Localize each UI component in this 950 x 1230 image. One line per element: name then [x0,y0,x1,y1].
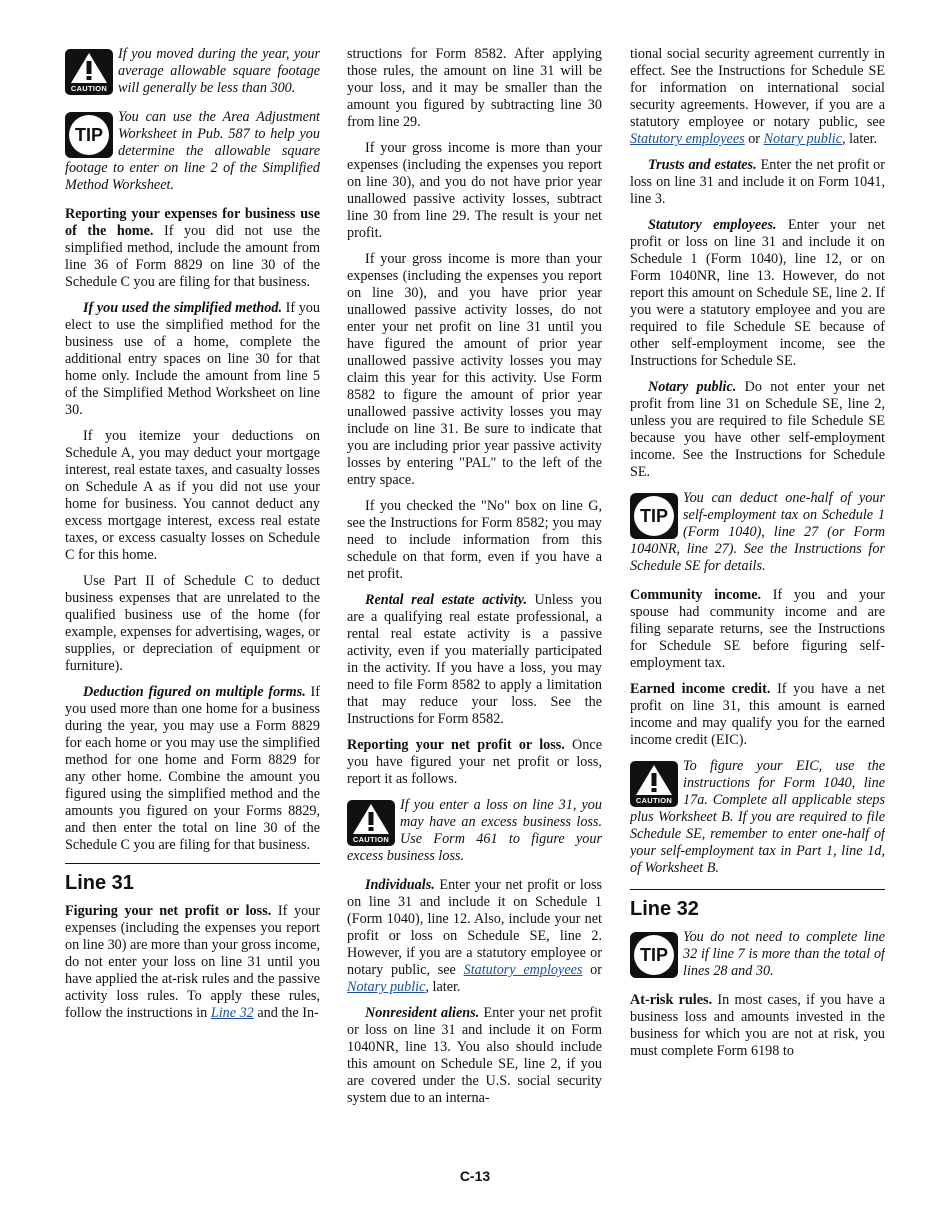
paragraph: Reporting your net profit or loss. Once you have figured your net profit or loss, report it as follows. [347,737,602,787]
paragraph: If your gross income is more than your expenses (including the expenses you report on line 30), and you have prior year unallowed passive activity losses, do not enter your net profit on line 31 until you have figured the amount of prior year unallowed passive activity losses you may claim this year for this activity. Use Form 8582 to figure the amount of prior year unallowed passive activity losses you may include on line 31. Be sure to indicate that you are including prior year passive activity losses by entering "PAL" to the left of the entry space. [347,251,602,488]
notary-public-link[interactable]: Notary public [763,131,842,147]
statutory-employees-link[interactable]: Statutory employees [463,962,583,978]
paragraph: If you checked the "No" box on line G, see the Instructions for Form 8582; you may need to include information from this schedule on that form, even if you have a net profit. [347,498,602,582]
column-2 [347,46,602,1116]
column-1 [65,46,320,1031]
caution-note [630,758,885,877]
tip-icon: TIP [630,932,678,978]
paragraph: structions for Form 8582. After applying those rules, the amount on line 31 will be your loss, and it may be smaller than the amount you figured by subtracting line 30 from line 29. [347,46,602,130]
section-heading-line-31: Line 31 [65,872,134,894]
notary-public-link[interactable]: Notary public [347,979,426,995]
caution-icon: CAUTION [65,49,113,95]
page-number: C-13 [459,1168,491,1184]
section-heading-line-32: Line 32 [630,898,699,920]
line-32-link[interactable]: Line 32 [210,1005,254,1021]
caution-note [347,797,602,865]
statutory-employees-link[interactable]: Statutory employees [630,131,745,147]
paragraph: Figuring your net profit or loss. If your expenses (including the expenses you report on line 30) are more than your gross income, do not enter your loss on line 31 until you have applied the at-risk rules and the passive activity loss rules. To apply these rules, follow the instructions in Line 32 and the In- [65,903,320,1021]
tip-note [630,490,885,575]
caution-text: To figure your EIC, use the instructions for Form 1040, line 17a. Complete all applicable steps plus Worksheet B. If you are required to file Schedule SE, remember to enter one-half of your self-employment tax in Part 1, line 1d, of Worksheet B. [630,758,885,876]
paragraph: Community income. If you and your spouse had community income and are filing separate returns, see the Instructions for Schedule SE before figuring self-employment tax. [630,587,885,671]
tip-note [65,109,320,194]
paragraph: Notary public. Do not enter your net profit from line 31 on Schedule SE, line 2, unless you are required to file Schedule SE because you have other self-employment income. See the Instructions for Schedule SE. [630,379,885,480]
caution-text: If you moved during the year, your average allowable square footage will generally be less than 300. [118,46,320,96]
section-divider [65,863,320,864]
caution-text: If you enter a loss on line 31, you may have an excess business loss. Use Form 461 to figure your excess business loss. [347,797,602,864]
tip-icon: TIP [65,112,113,158]
section-divider [630,889,885,890]
paragraph: Use Part II of Schedule C to deduct business expenses that are unrelated to the qualified business use of the home (for example, expenses for advertising, wages, or supplies, or depreciation of equipment or furniture). [65,573,320,674]
paragraph: If your gross income is more than your expenses (including the expenses you report on line 30), and you do not have prior year unallowed passive activity losses, subtract line 30 from line 29. The result is your net profit. [347,140,602,241]
paragraph: tional social security agreement currently in effect. See the Instructions for Schedule SE for information on international social security agreements. However, if you are a statutory employee or notary public, see Statutory employees or Notary public, later. [630,46,885,147]
paragraph: If you used the simplified method. If you elect to use the simplified method for the business use of a home, complete the additional entry spaces on line 30 for that home only. Include the amount from line 5 of the Simplified Method Worksheet on line 30. [65,300,320,418]
tip-text: You can use the Area Adjustment Worksheet in Pub. 587 to help you determine the allowable square footage to enter on line 2 of the Simplified Method Worksheet. [65,109,320,193]
caution-icon: CAUTION [630,761,678,807]
tip-text: You do not need to complete line 32 if line 7 is more than the total of lines 28 and 30. [683,929,885,979]
paragraph: Statutory employees. Enter your net profit or loss on line 31 and include it on Schedule 1 (Form 1040), line 12, or on Form 1040NR, line 13. However, do not report this amount on Schedule SE, line 2. If you were a statutory employee and you are required to file Schedule SE because of other self-employment income, see the Instructions for Schedule SE. [630,217,885,369]
paragraph: Nonresident aliens. Enter your net profit or loss on line 31 and include it on Form 1040NR, line 13. You also should include this amount on Schedule SE, line 2, if you are covered under the U.S. social security system due to an interna- [347,1005,602,1106]
paragraph: Earned income credit. If you have a net profit on line 31, this amount is earned income and may qualify you for the earned income credit (EIC). [630,681,885,748]
tip-icon: TIP [630,493,678,539]
caution-icon: CAUTION [347,800,395,846]
tip-note [630,929,885,980]
caution-note [65,46,320,97]
column-3 [630,46,885,1069]
paragraph: At-risk rules. In most cases, if you have a business loss and amounts invested in the business for which you are not at risk, you must complete Form 6198 to [630,992,885,1059]
paragraph: Individuals. Enter your net profit or loss on line 31 and include it on Schedule 1 (Form 1040), line 12. Also, include your net profit or loss on Schedule SE, line 2. However, if you are a statutory employee or notary public, see Statutory employees or Notary public, later. [347,877,602,995]
paragraph: If you itemize your deductions on Schedule A, you may deduct your mortgage interest, real estate taxes, and casualty losses on Schedule A as if you did not use your home for business. You cannot deduct any excess mortgage interest, excess real estate taxes, or excess casualty losses on Schedule C for this home. [65,428,320,563]
tip-text: You can deduct one-half of your self-employment tax on Schedule 1 (Form 1040), line 27 (or Form 1040NR, line 27). See the Instructions for Schedule SE for details. [630,490,885,574]
paragraph: Reporting your expenses for business use of the home. If you did not use the simplified method, include the amount from line 36 of Form 8829 on line 30 of the Schedule C you are filing for that business. [65,206,320,290]
paragraph: Trusts and estates. Enter the net profit or loss on line 31 and include it on Form 1041, line 3. [630,157,885,207]
paragraph: Rental real estate activity. Unless you are a qualifying real estate professional, a rental real estate activity is a passive activity, even if you materially participated in the activity. If you have a loss, you may need to file Form 8582 to apply a limitation that may reduce your loss. See the Instructions for Form 8582. [347,592,602,727]
paragraph: Deduction figured on multiple forms. If you used more than one home for a business during the year, you may use a Form 8829 for each home or you may use the simplified method for one home and Form 8829 for any other home. Combine the amount you figured using the simplified method and the amounts you figured on your Forms 8829, and then enter the total on line 30 of the Schedule C you are filing for that business. [65,684,321,853]
